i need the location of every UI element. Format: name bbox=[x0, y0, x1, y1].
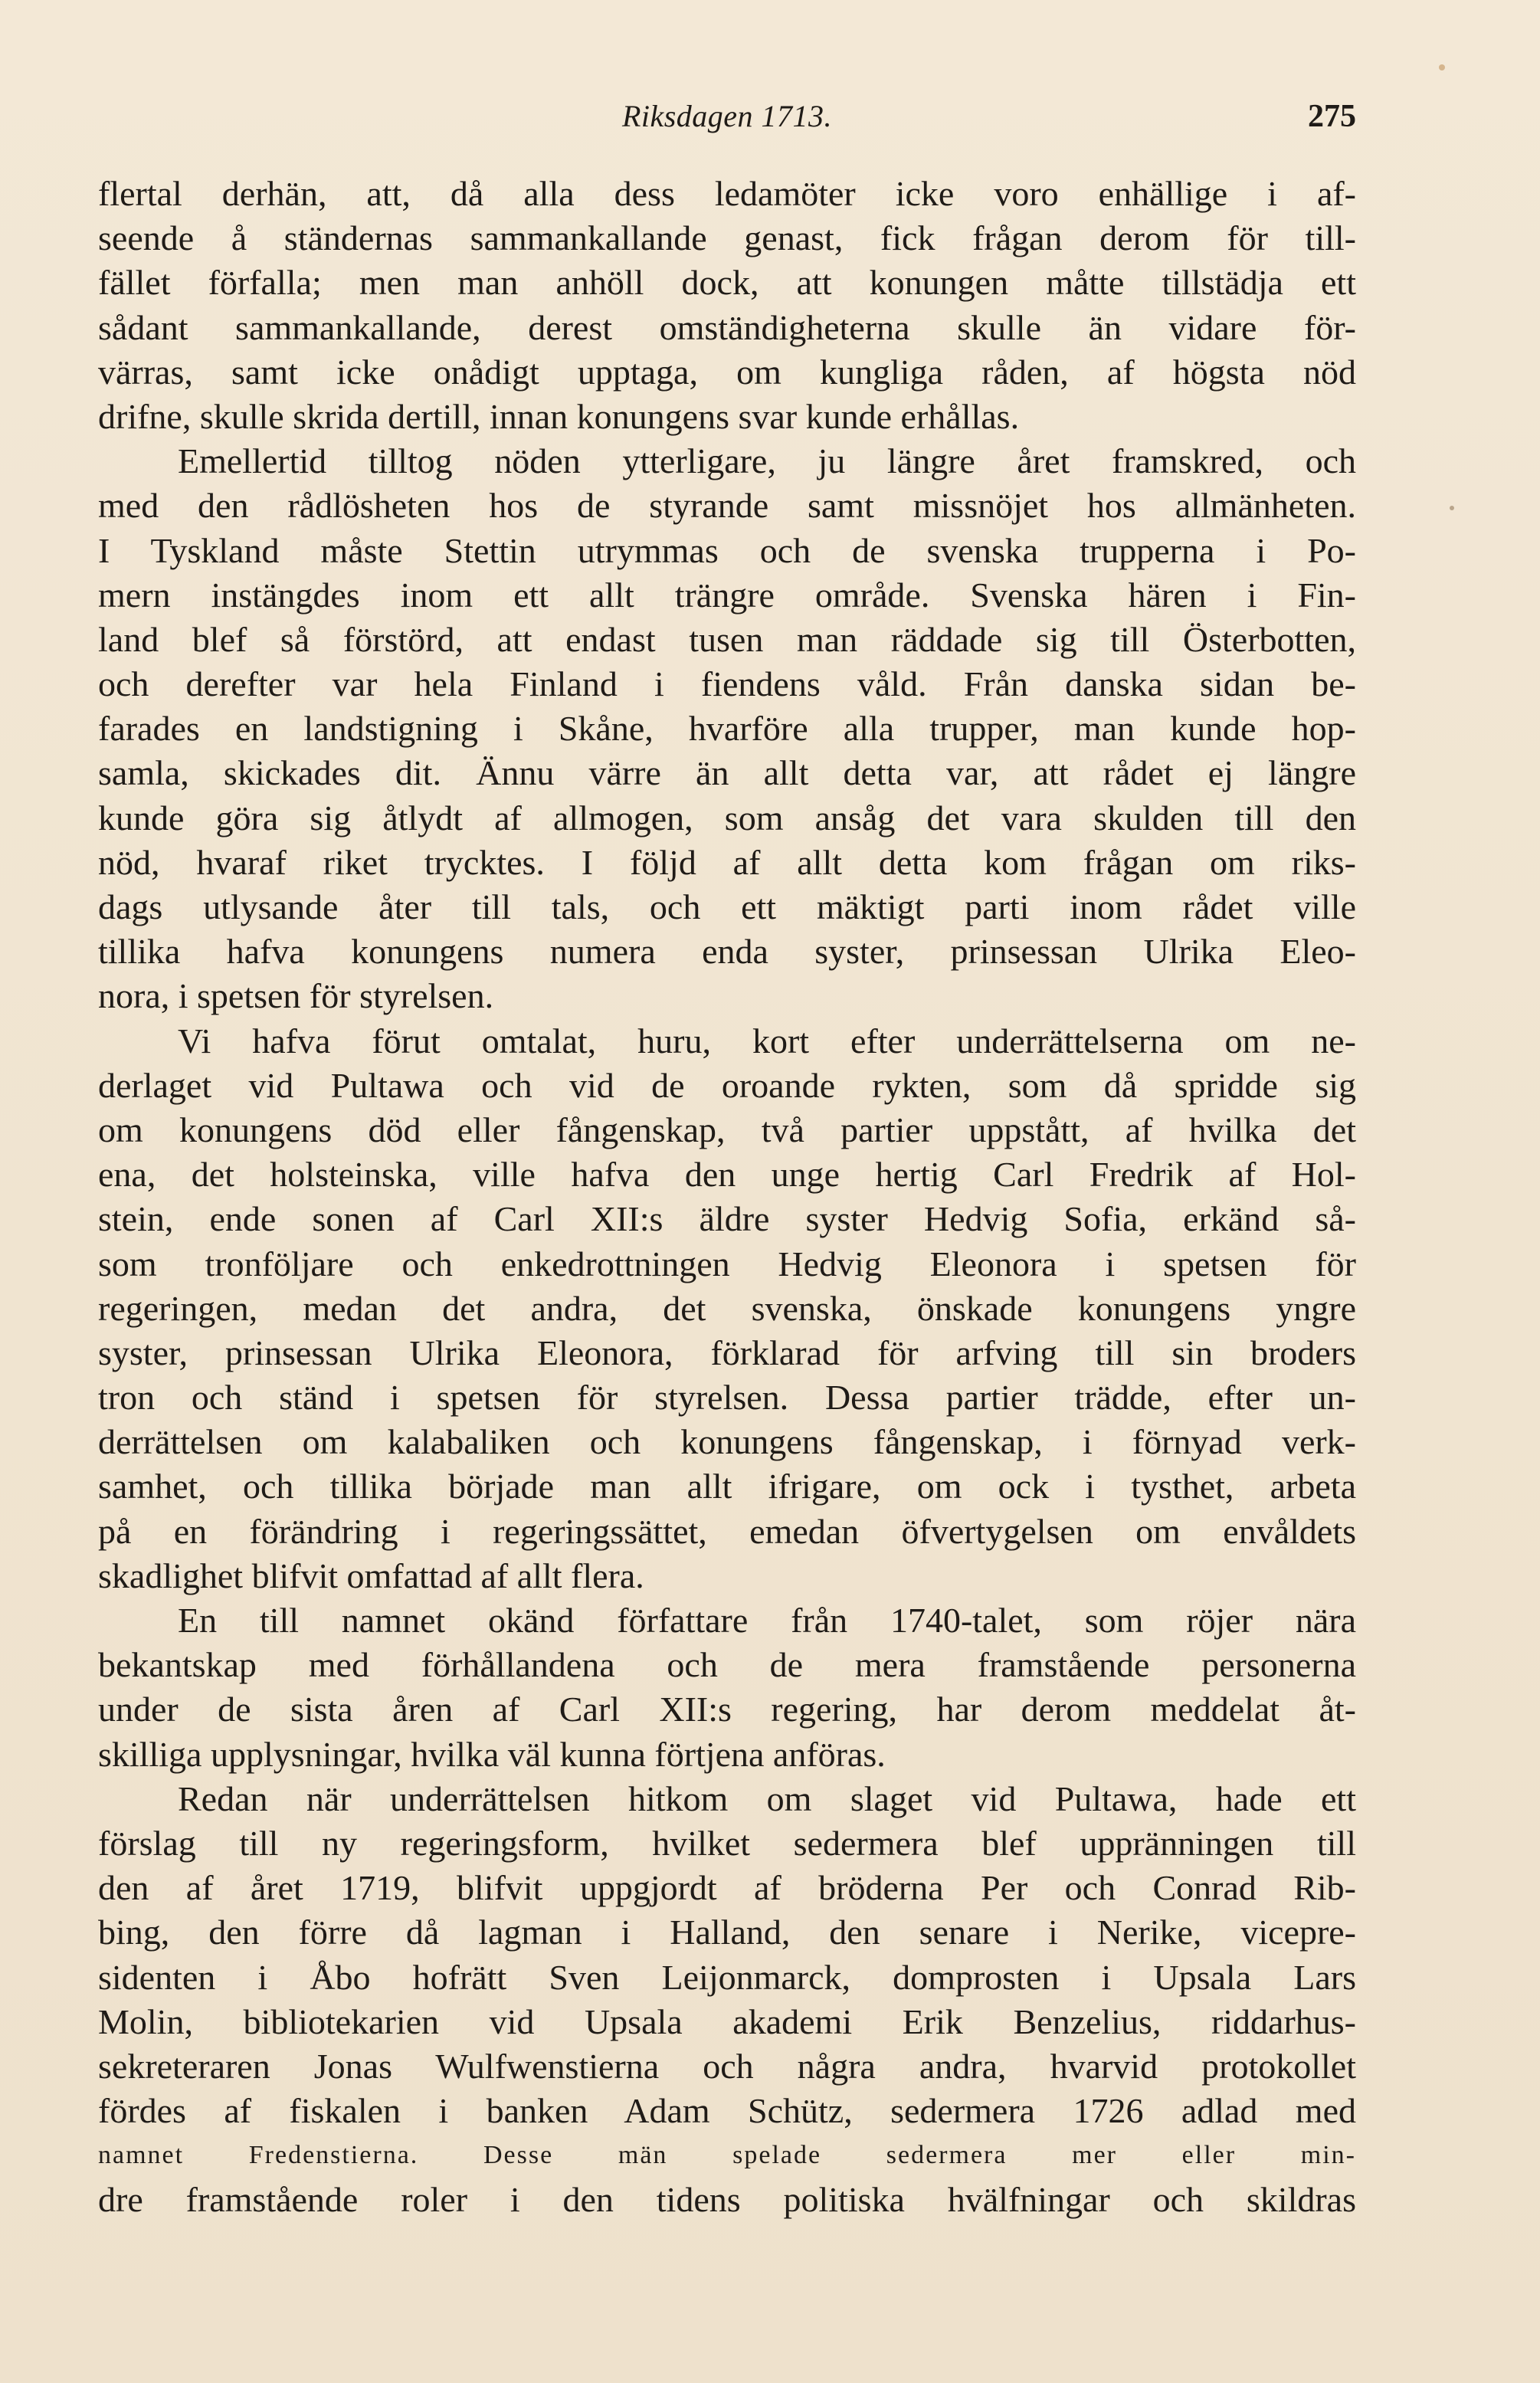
text-line: fördes af fiskalen i banken Adam Schütz, sedermera 1726 adlad med bbox=[98, 2091, 1356, 2131]
text-line: En till namnet okänd författare från 1740-talet, som röjer nära bbox=[178, 1601, 1356, 1640]
text-line: och derefter var hela Finland i fiendens våld. Från danska sidan be- bbox=[98, 664, 1356, 704]
text-line: samla, skickades dit. Ännu värre än allt detta var, att rådet ej längre bbox=[98, 753, 1356, 793]
text-line: syster, prinsessan Ulrika Eleonora, förklarad för arfving till sin broders bbox=[98, 1332, 1356, 1372]
text-line: dre framstående roler i den tidens politiska hvälfningar och skildras bbox=[98, 2180, 1356, 2220]
page-number: 275 bbox=[1308, 99, 1356, 134]
text-line: derrättelsen om kalabaliken och konungens fångenskap, i förnyad verk- bbox=[98, 1422, 1356, 1462]
text-line: stein, ende sonen af Carl XII:s äldre syster Hedvig Sofia, erkänd så- bbox=[98, 1199, 1356, 1239]
text-line: land blef så förstörd, att endast tusen man räddade sig till Österbotten, bbox=[98, 619, 1356, 659]
text-line: flertal derhän, att, då alla dess ledamöter icke voro enhällige i af- bbox=[98, 174, 1356, 213]
text-line: regeringen, medan det andra, det svenska, önskade konungens yngre bbox=[98, 1288, 1356, 1328]
text-line: förslag till ny regeringsform, hvilket sedermera blef uppränningen till bbox=[98, 1823, 1356, 1863]
text-line: I Tyskland måste Stettin utrymmas och de svenska trupperna i Po- bbox=[98, 530, 1356, 570]
text-line: på en förändring i regeringssättet, emedan öfvertygelsen om envåldets bbox=[98, 1511, 1356, 1551]
text-line: seende å ständernas sammankallande genast, fick frågan derom för till- bbox=[98, 218, 1356, 258]
paper-speck bbox=[1450, 506, 1454, 510]
page-header bbox=[98, 98, 1356, 159]
text-line: nora, i spetsen för styrelsen. bbox=[98, 976, 494, 1016]
text-line: Redan när underrättelsen hitkom om slaget vid Pultawa, hade ett bbox=[178, 1778, 1356, 1818]
text-line: sidenten i Åbo hofrätt Sven Leijonmarck, domprosten i Upsala Lars bbox=[98, 1957, 1356, 1997]
text-line: sekreteraren Jonas Wulfwenstierna och några andra, hvarvid protokollet bbox=[98, 2046, 1356, 2086]
text-line: skilliga upplysningar, hvilka väl kunna förtjena anföras. bbox=[98, 1734, 886, 1774]
text-line: nöd, hvaraf riket trycktes. I följd af allt detta kom frågan om riks- bbox=[98, 842, 1356, 882]
text-line: farades en landstigning i Skåne, hvarföre alla trupper, man kunde hop- bbox=[98, 709, 1356, 749]
text-line: värras, samt icke onådigt upptaga, om kungliga råden, af högsta nöd bbox=[98, 352, 1356, 392]
text-line: Molin, bibliotekarien vid Upsala akademi Erik Benzelius, riddarhus- bbox=[98, 2001, 1356, 2041]
running-head: Riksdagen 1713. bbox=[621, 99, 833, 133]
text-line: Vi hafva förut omtalat, huru, kort efter underrättelserna om ne- bbox=[178, 1021, 1356, 1060]
text-line: sådant sammankallande, derest omständigheterna skulle än vidare för- bbox=[98, 307, 1356, 347]
text-line: om konungens död eller fångenskap, två partier uppstått, af hvilka det bbox=[98, 1110, 1356, 1149]
text-line: under de sista åren af Carl XII:s regering, har derom meddelat åt- bbox=[98, 1690, 1356, 1729]
text-line: tron och ständ i spetsen för styrelsen. Dessa partier trädde, efter un- bbox=[98, 1378, 1356, 1418]
text-line: derlaget vid Pultawa och vid de oroande rykten, som då spridde sig bbox=[98, 1065, 1356, 1105]
text-line: som tronföljare och enkedrottningen Hedvig Eleonora i spetsen för bbox=[98, 1244, 1356, 1283]
text-line: bekantskap med förhållandena och de mera framstående personerna bbox=[98, 1645, 1356, 1685]
text-line: drifne, skulle skrida dertill, innan konungens svar kunde erhållas. bbox=[98, 396, 1020, 436]
body-text bbox=[98, 172, 1356, 2223]
text-line: fället förfalla; men man anhöll dock, att konungen måtte tillstädja ett bbox=[98, 263, 1356, 303]
text-line: mern instängdes inom ett allt trängre område. Svenska hären i Fin- bbox=[98, 575, 1356, 615]
text-line: skadlighet blifvit omfattad af allt flera. bbox=[98, 1555, 644, 1595]
text-line: bing, den förre då lagman i Halland, den senare i Nerike, vicepre- bbox=[98, 1913, 1356, 1952]
text-line: dags utlysande åter till tals, och ett mäktigt parti inom rådet ville bbox=[98, 887, 1356, 926]
text-line: tillika hafva konungens numera enda syster, prinsessan Ulrika Eleo- bbox=[98, 932, 1356, 972]
text-line: Emellertid tilltog nöden ytterligare, ju längre året framskred, och bbox=[178, 441, 1356, 481]
text-line: kunde göra sig åtlydt af allmogen, som ansåg det vara skulden till den bbox=[98, 798, 1356, 837]
text-line: med den rådlösheten hos de styrande samt missnöjet hos allmänheten. bbox=[98, 486, 1356, 526]
text-line: samhet, och tillika började man allt ifrigare, om ock i tysthet, arbeta bbox=[98, 1467, 1356, 1506]
paper-speck bbox=[1439, 64, 1445, 70]
text-line: den af året 1719, blifvit uppgjordt af bröderna Per och Conrad Rib- bbox=[98, 1868, 1356, 1908]
text-line: namnet Fredenstierna. Desse män spelade sedermera mer eller min- bbox=[98, 2141, 1356, 2170]
text-line: ena, det holsteinska, ville hafva den unge hertig Carl Fredrik af Hol- bbox=[98, 1155, 1356, 1195]
